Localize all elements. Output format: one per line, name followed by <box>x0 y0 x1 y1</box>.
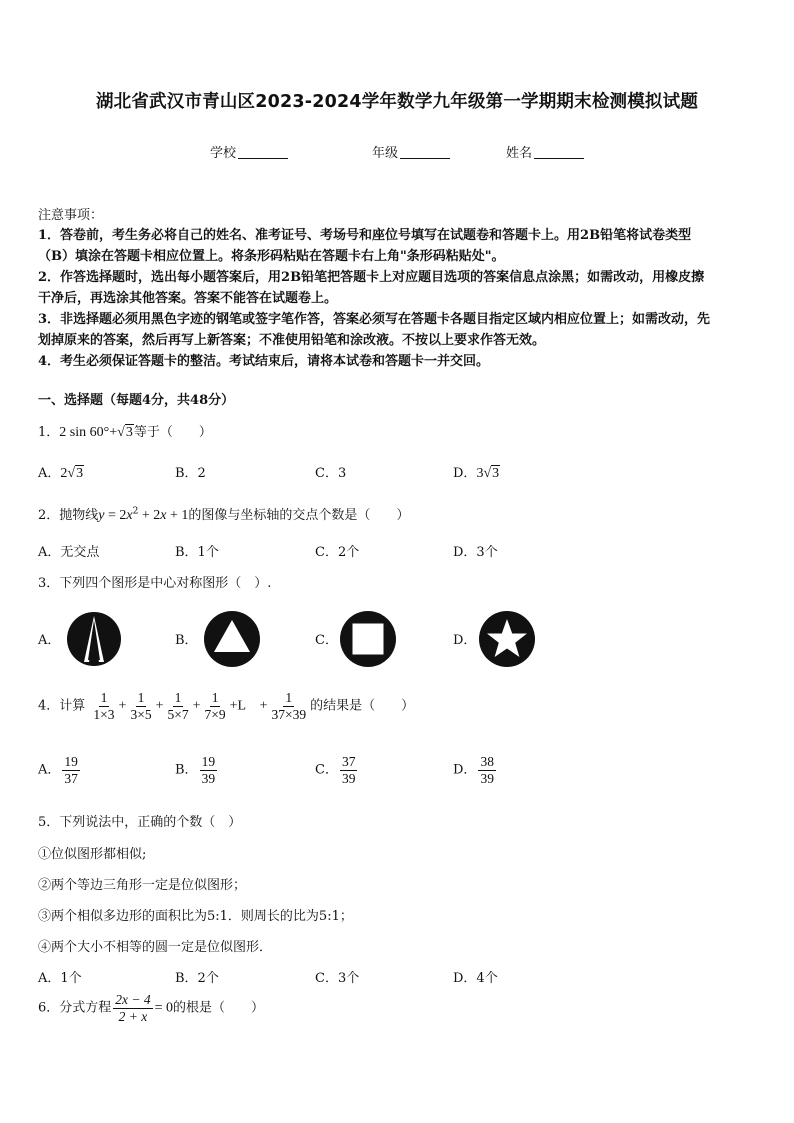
q4-plus: + <box>192 698 201 714</box>
option-fraction: $\frac{38}{39}$ <box>480 754 494 786</box>
grade-blank <box>400 146 450 159</box>
option-fraction: $\frac{37}{39}$ <box>341 754 356 786</box>
note-line: 4．考生必须保证答题卡的整洁。考试结束后，请将本试卷和答题卡一并交回。 <box>38 354 490 369</box>
q5-statement: ①位似图形都相似; <box>38 847 147 862</box>
option-value: 3 <box>476 466 484 481</box>
option-label: B． <box>175 762 198 778</box>
q2-var-x: x <box>126 508 133 523</box>
note-line: （B）填涂在答题卡相应位置上。将条形码粘贴在答题卡右上角"条形码粘贴处"。 <box>38 249 505 264</box>
school-label: 学校 <box>210 146 237 161</box>
q4-fraction: $\frac{1}{3\times 5}$ <box>130 690 152 722</box>
q5-option-a[interactable]: A．1个 <box>38 971 82 986</box>
grade-field <box>372 142 450 161</box>
option-label: D． <box>453 466 477 481</box>
note-line: 干净后，再选涂其他答案。答案不能答在试题卷上。 <box>38 291 338 306</box>
figure-a-arrow-circle <box>65 610 123 668</box>
question-4 <box>38 690 414 722</box>
q4-option-d[interactable] <box>453 754 498 786</box>
note-line: 3．非选择题必须用黑色字迹的钢笔或签字笔作答，答案必须写在答题卡各题目指定区域内相应位置上；如需改动，先 <box>38 312 711 327</box>
note-line: 2．作答选择题时，选出每小题答案后，用2B铅笔把答题卡上对应题目选项的答案信息点涂黑；如需改动，用橡皮擦 <box>38 270 705 285</box>
q4-option-a[interactable] <box>38 754 82 786</box>
q4-option-b[interactable] <box>175 754 219 786</box>
q2-var-x: x <box>160 508 167 523</box>
option-fraction: $\frac{19}{37}$ <box>64 754 78 786</box>
name-blank <box>534 146 584 159</box>
q1-option-a[interactable]: A．2√3 <box>38 466 84 481</box>
q5-statement: ④两个大小不相等的圆一定是位似图形． <box>38 940 273 955</box>
school-blank <box>238 146 288 159</box>
q6-number: 6．分式方程 <box>38 1000 112 1016</box>
option-label: A． <box>38 466 61 481</box>
q1-radicand: 3 <box>125 425 133 440</box>
q6-fraction: $\frac{2x - 4}{2 + x}$ <box>115 992 151 1024</box>
q3-option-d[interactable]: D． <box>453 633 477 648</box>
q2-plus: + 2 <box>138 508 161 523</box>
q4-ellipsis: +L + <box>229 698 268 714</box>
q2-option-d[interactable]: D．3个 <box>453 545 498 560</box>
q5-option-d[interactable]: D．4个 <box>453 971 498 986</box>
q2-option-a[interactable]: A．无交点 <box>38 545 100 560</box>
name-field <box>506 142 584 161</box>
q1-option-c[interactable]: C．3 <box>315 466 347 481</box>
question-1: 1．2 sin 60°+√3等于（ ） <box>38 425 212 440</box>
option-label: D． <box>453 762 477 778</box>
q2-number: 2．抛物线 <box>38 508 99 523</box>
q3-option-a[interactable]: A． <box>38 633 61 648</box>
name-label: 姓名 <box>506 146 533 161</box>
q4-plus: + <box>118 698 127 714</box>
page-title: 湖北省武汉市青山区2023-2024学年数学九年级第一学期期末检测模拟试题 <box>95 92 699 112</box>
q4-fraction: $\frac{1}{37\times 39}$ <box>271 690 307 722</box>
q3-option-b[interactable]: B． <box>175 633 198 648</box>
q4-tail: 的结果是（ ） <box>310 698 415 714</box>
question-3: 3．下列四个图形是中心对称图形（ ）. <box>38 576 272 591</box>
q5-option-c[interactable]: C．3个 <box>315 971 360 986</box>
q4-option-c[interactable] <box>315 754 359 786</box>
q5-statement: ②两个等边三角形一定是位似图形； <box>38 878 247 893</box>
q2-exponent: 2 <box>132 506 139 517</box>
q2-option-b[interactable]: B．1个 <box>175 545 219 560</box>
option-radicand: 3 <box>492 466 500 481</box>
q2-option-c[interactable]: C．2个 <box>315 545 360 560</box>
school-field <box>210 142 288 161</box>
q2-eq: = 2 <box>104 508 127 523</box>
grade-label: 年级 <box>372 146 399 161</box>
q4-fraction: $\frac{1}{1\times 3}$ <box>93 690 115 722</box>
question-5: 5．下列说法中，正确的个数（ ） <box>38 815 242 830</box>
note-line: 划掉原来的答案，然后再写上新答案；不准使用铅笔和涂改液。不按以上要求作答无效。 <box>38 333 546 348</box>
option-value: 2 <box>60 466 68 481</box>
q1-expr: 2 sin 60°+ <box>59 425 118 440</box>
question-2 <box>38 504 409 524</box>
q5-option-b[interactable]: B．2个 <box>175 971 219 986</box>
q6-tail: 的根是（ ） <box>173 1000 265 1016</box>
figure-d-star-circle <box>477 609 537 669</box>
q4-fraction: $\frac{1}{5\times 7}$ <box>167 690 189 722</box>
figure-b-triangle-circle <box>202 609 262 669</box>
figure-c-square-circle <box>338 609 398 669</box>
q1-option-b[interactable]: B．2 <box>175 466 206 481</box>
question-6 <box>38 992 264 1024</box>
q4-number: 4．计算 <box>38 698 86 714</box>
q1-option-d[interactable]: D．3√3 <box>453 466 500 481</box>
q1-number: 1． <box>38 425 60 440</box>
option-label: A． <box>38 762 61 778</box>
q2-plus-one: + 1 <box>166 508 189 523</box>
q4-plus: + <box>155 698 164 714</box>
q3-option-c[interactable]: C． <box>315 633 338 648</box>
q4-fraction: $\frac{1}{7\times 9}$ <box>204 690 226 722</box>
q2-var-y: y <box>98 508 105 523</box>
q5-statement: ③两个相似多边形的面积比为5:1．则周长的比为5:1； <box>38 909 353 924</box>
note-line: 1．答卷前，考生务必将自己的姓名、准考证号、考场号和座位号填写在试题卷和答题卡上。用2B铅笔将试卷类型 <box>38 228 692 243</box>
option-label: C． <box>315 762 338 778</box>
q2-tail: 的图像与坐标轴的交点个数是（ ） <box>188 508 410 523</box>
option-fraction: $\frac{19}{39}$ <box>201 754 216 786</box>
q1-tail: 等于（ ） <box>133 425 212 440</box>
notes-heading: 注意事项： <box>38 208 104 223</box>
option-radicand: 3 <box>76 466 84 481</box>
section-heading: 一、选择题（每题4分，共48分） <box>38 393 235 408</box>
q6-eq: = 0 <box>154 1000 174 1016</box>
